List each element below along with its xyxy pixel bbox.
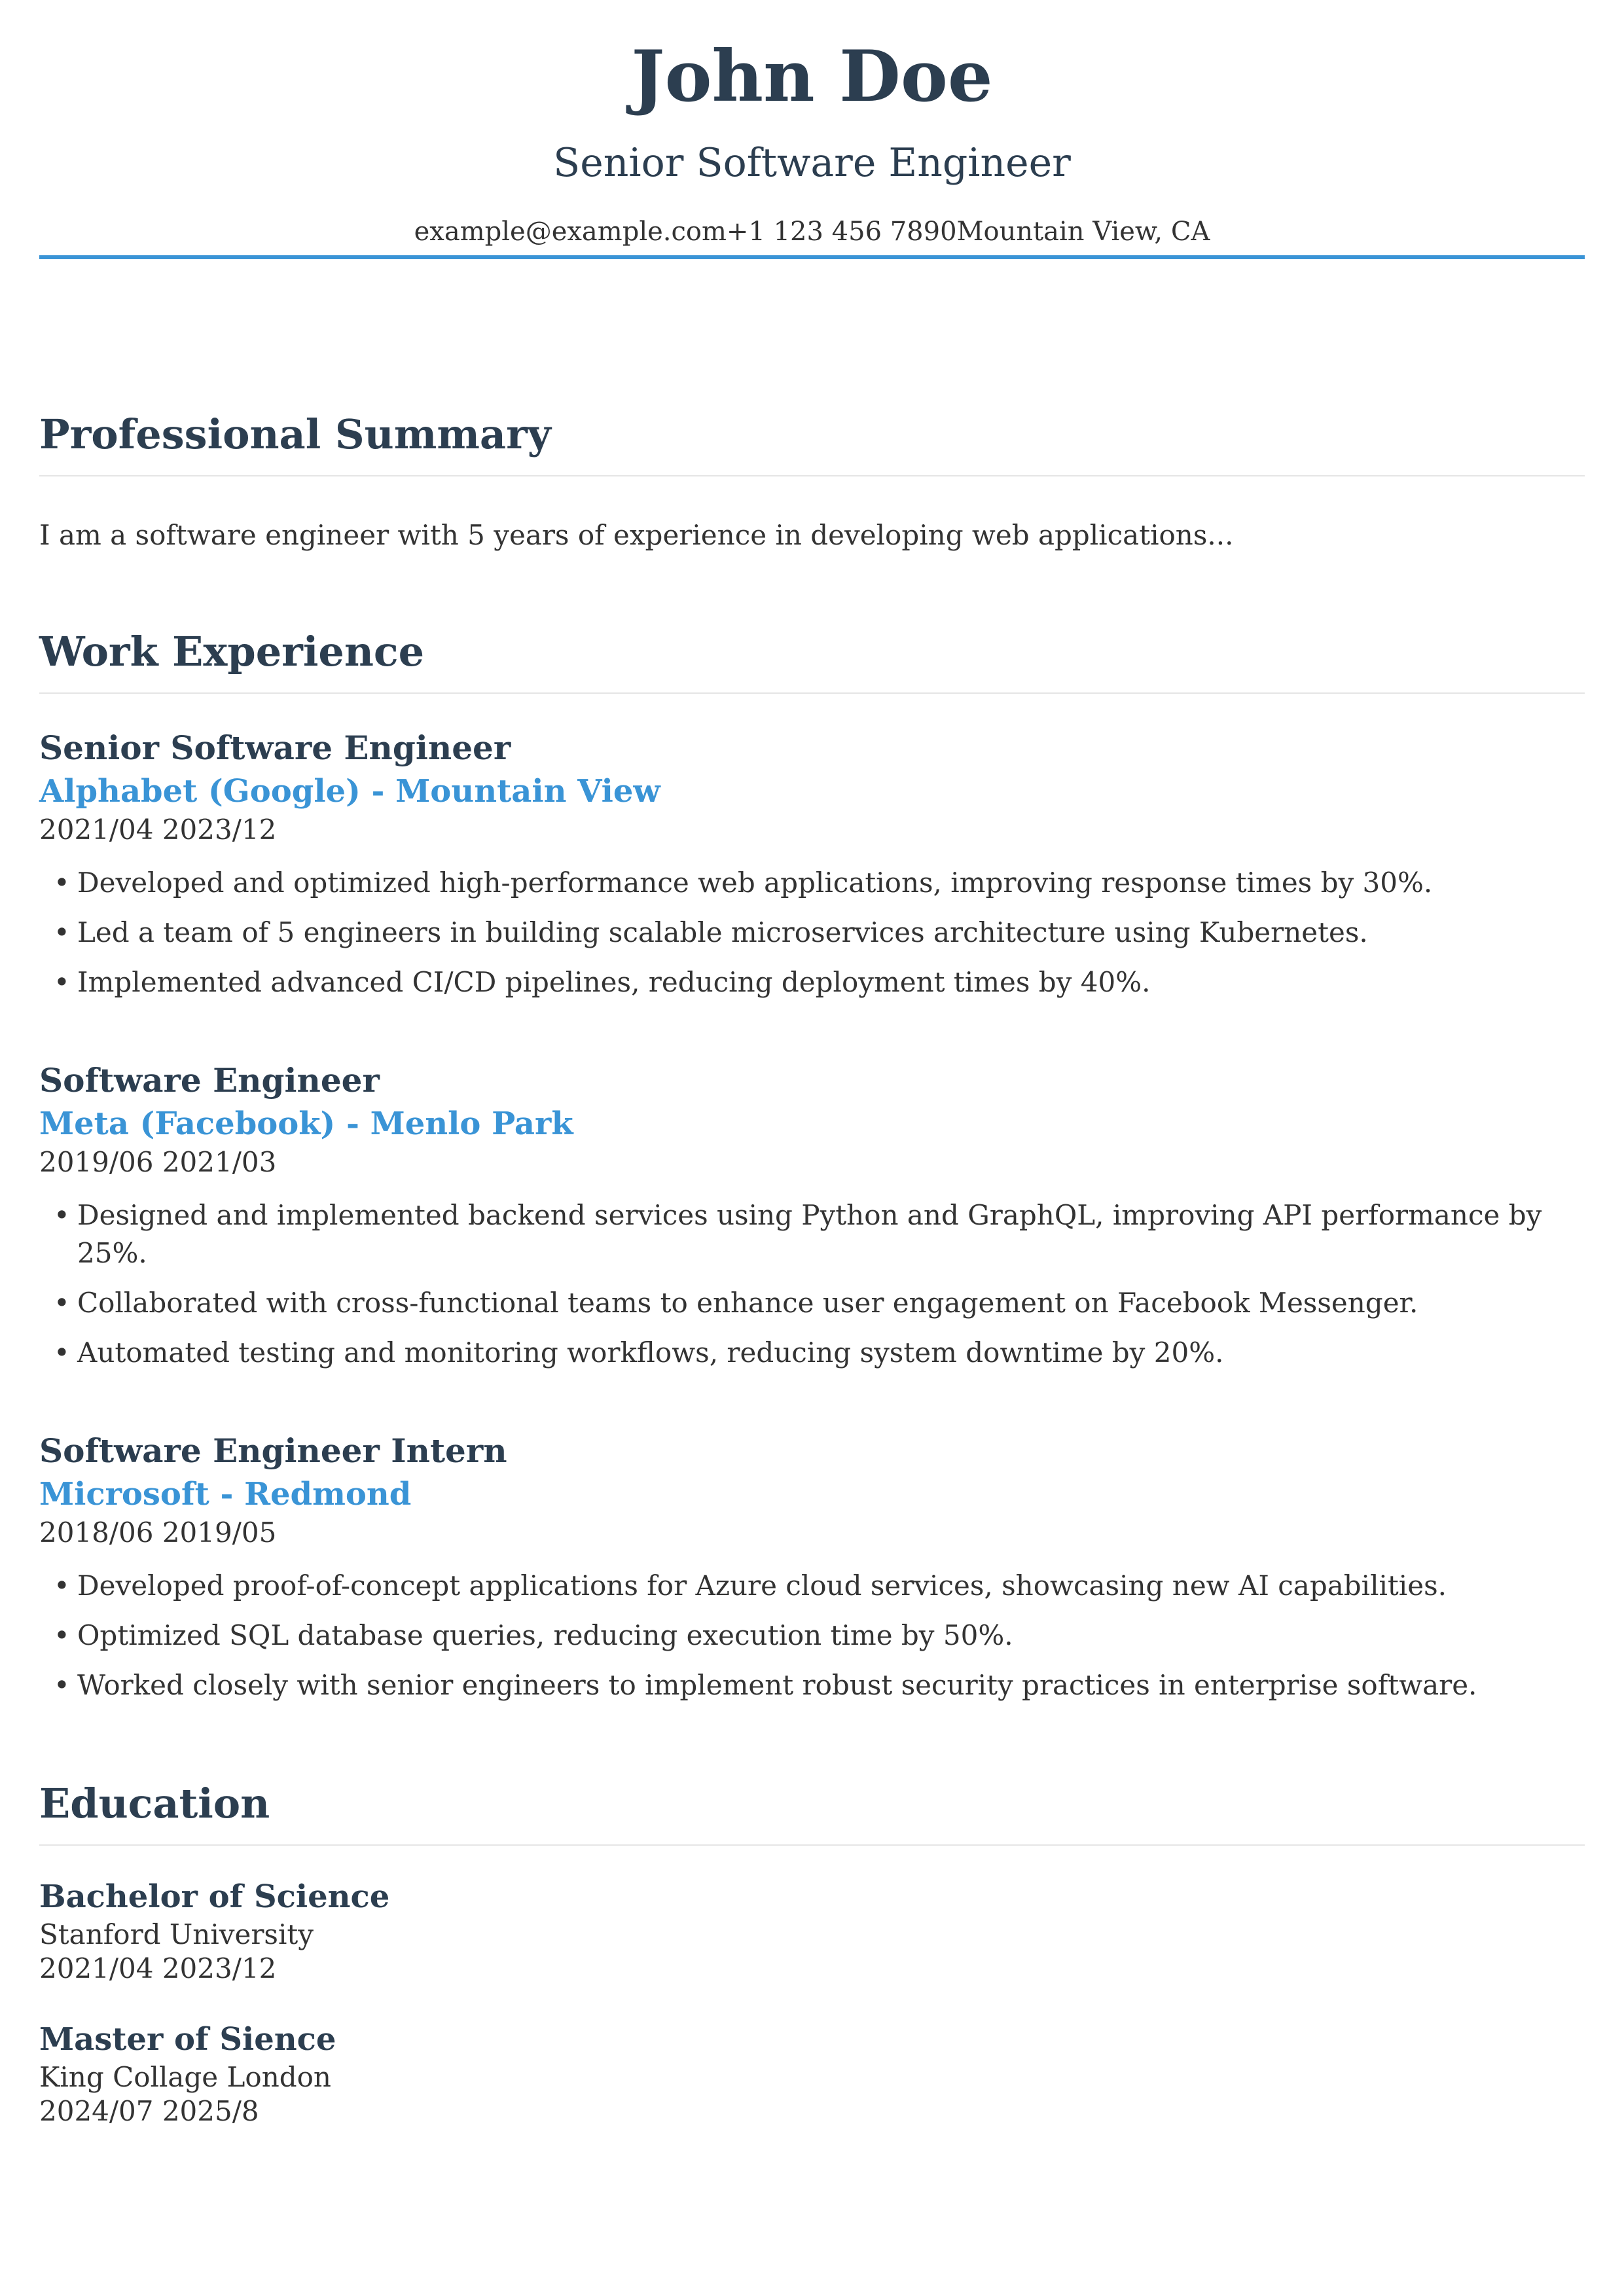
list-item	[39, 1196, 1585, 1272]
list-item	[39, 1567, 1585, 1605]
bullet-icon: •	[54, 966, 70, 998]
job-dates: 2019/06 2021/03	[39, 1146, 277, 1178]
degree-dates: 2021/04 2023/12	[39, 1952, 277, 1984]
degree-school: Stanford University	[39, 1918, 314, 1950]
education-entry	[39, 2018, 1585, 2128]
job-title: Software Engineer Intern	[39, 1431, 507, 1470]
contact-email: example@example.com	[414, 217, 727, 247]
job-bullets	[39, 1567, 1585, 1704]
bullet-icon: •	[54, 1199, 70, 1231]
summary-text: I am a software engineer with 5 years of experience in developing web applications...	[39, 519, 1234, 551]
bullet-text: Collaborated with cross-functional teams to enhance user engagement on Facebook Messenger.	[77, 1287, 1418, 1319]
section-heading: Professional Summary	[39, 408, 1585, 476]
job-company: Meta (Facebook) - Menlo Park	[39, 1105, 573, 1142]
work-experience-section	[39, 626, 1585, 1704]
education-section	[39, 1778, 1585, 2128]
bullet-icon: •	[54, 1669, 70, 1701]
job-title: Senior Software Engineer	[39, 728, 511, 767]
contact-location: Mountain View, CA	[956, 217, 1210, 247]
section-heading: Education	[39, 1778, 1585, 1846]
bullet-icon: •	[54, 867, 70, 899]
bullet-icon: •	[54, 1570, 70, 1602]
degree-school: King Collage London	[39, 2061, 331, 2093]
section-heading: Work Experience	[39, 626, 1585, 694]
list-item	[39, 963, 1585, 1001]
bullet-text: Designed and implemented backend services using Python and GraphQL, improving API performance by 25%.	[77, 1199, 1542, 1269]
job-dates: 2021/04 2023/12	[39, 814, 277, 846]
job-company: Alphabet (Google) - Mountain View	[39, 773, 660, 810]
bullet-icon: •	[54, 1287, 70, 1319]
bullet-text: Worked closely with senior engineers to implement robust security practices in enterprise software.	[77, 1669, 1477, 1701]
job-entry	[39, 1429, 1585, 1704]
job-entry	[39, 726, 1585, 1001]
candidate-title: Senior Software Engineer	[553, 140, 1071, 186]
contact-line	[39, 213, 1585, 250]
job-bullets	[39, 1196, 1585, 1372]
bullet-icon: •	[54, 1619, 70, 1651]
bullet-text: Developed and optimized high-performance web applications, improving response times by 30%.	[77, 867, 1433, 899]
contact-phone: +1 123 456 7890	[726, 217, 957, 247]
degree-dates: 2024/07 2025/8	[39, 2095, 259, 2127]
job-entry	[39, 1059, 1585, 1372]
job-title: Software Engineer	[39, 1061, 380, 1100]
education-entry	[39, 1876, 1585, 1986]
bullet-text: Developed proof-of-concept applications for Azure cloud services, showcasing new AI capabilities.	[77, 1570, 1447, 1602]
list-item	[39, 1666, 1585, 1704]
resume-header	[39, 0, 1585, 259]
list-item	[39, 1334, 1585, 1372]
candidate-name: John Doe	[631, 35, 993, 118]
degree-title: Master of Sience	[39, 2021, 336, 2058]
list-item	[39, 1284, 1585, 1322]
bullet-icon: •	[54, 916, 70, 948]
job-bullets	[39, 864, 1585, 1001]
list-item	[39, 914, 1585, 952]
job-dates: 2018/06 2019/05	[39, 1516, 277, 1549]
degree-title: Bachelor of Science	[39, 1878, 390, 1915]
bullet-text: Optimized SQL database queries, reducing execution time by 50%.	[77, 1619, 1013, 1651]
list-item	[39, 864, 1585, 902]
summary-section	[39, 408, 1585, 555]
bullet-icon: •	[54, 1336, 70, 1369]
job-company: Microsoft - Redmond	[39, 1476, 412, 1513]
bullet-text: Automated testing and monitoring workflows, reducing system downtime by 20%.	[77, 1336, 1224, 1369]
bullet-text: Led a team of 5 engineers in building scalable microservices architecture using Kubernetes.	[77, 916, 1368, 948]
bullet-text: Implemented advanced CI/CD pipelines, reducing deployment times by 40%.	[77, 966, 1151, 998]
list-item	[39, 1617, 1585, 1655]
